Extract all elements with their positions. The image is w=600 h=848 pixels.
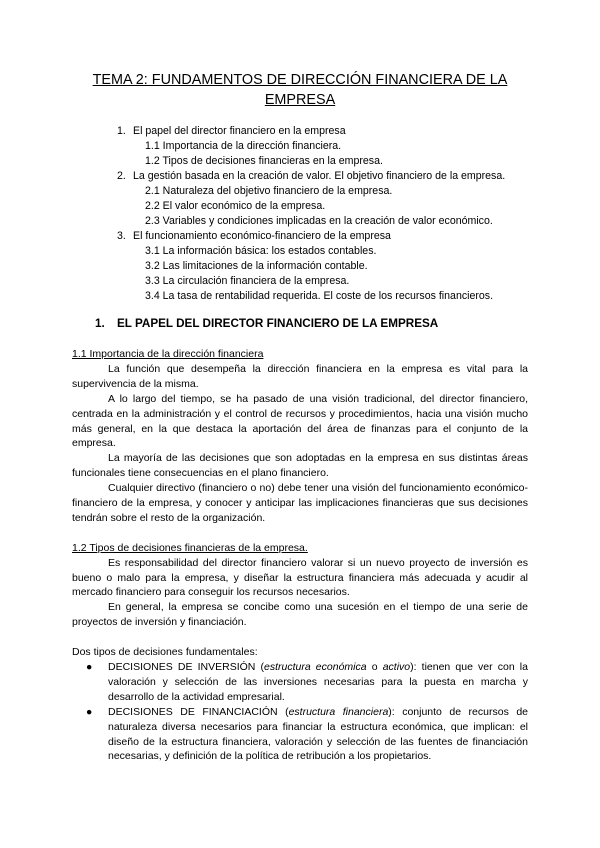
paragraph: La función que desempeña la dirección financiera en la empresa es vital para la supervivencia de la misma. [72, 362, 528, 390]
toc-item-number: 2. [117, 170, 126, 182]
paragraph: La mayoría de las decisiones que son adoptadas en la empresa en sus distintas áreas funcionales tiene consecuencias en el plano financiero. [72, 452, 528, 480]
subsection-title: 1.2 Tipos de decisiones financieras de la empresa. [72, 541, 308, 554]
paragraph: En general, la empresa se concibe como una sucesión en el tiempo de una serie de proyectos de inversión y financiación. [72, 601, 528, 629]
paragraph: Es responsabilidad del director financiero valorar si un nuevo proyecto de inversión es bueno o malo para la empresa, y diseñar la estructura financiera más adecuada y acudir al mercado financiero para conseguir los recursos necesarios. [72, 556, 528, 599]
toc-subitem: 3.1 La información básica: los estados contables. [145, 245, 377, 257]
paragraph: A lo largo del tiempo, se ha pasado de una visión tradicional, del director financiero, centrada en la administración y el control de recursos y procedimientos, hacia una visión mucho más general, en la que destaca la aportación del área de finanzas para el conjunto de la empresa. [72, 392, 528, 450]
toc-subitem: 2.1 Naturaleza del objetivo financiero de la empresa. [145, 185, 393, 197]
list-item: ● DECISIONES DE FINANCIACIÓN (estructura financiera): conjunto de recursos de naturaleza diversa necesarios para financiar la estructura económica, que implican: el diseño de la estructura financiera, valoración y selección de las fuentes de financiación necesarias, y definición de la política de retribución a los propietarios. [86, 705, 528, 763]
bullet-icon: ● [86, 705, 93, 718]
section-title: EL PAPEL DEL DIRECTOR FINANCIERO DE LA EMPRESA [117, 317, 439, 330]
toc-subitem: 3.2 Las limitaciones de la información contable. [145, 260, 368, 272]
section-number: 1. [95, 317, 105, 330]
toc-item-text: El papel del director financiero en la empresa [133, 125, 346, 137]
toc-subitem: 2.2 El valor económico de la empresa. [145, 200, 326, 212]
toc-subitem: 1.2 Tipos de decisiones financieras en la empresa. [145, 155, 383, 167]
toc-item-text: La gestión basada en la creación de valor. El objetivo financiero de la empresa. [133, 170, 506, 182]
toc-subitem: 2.3 Variables y condiciones implicadas en la creación de valor económico. [145, 215, 493, 227]
page-title: TEMA 2: FUNDAMENTOS DE DIRECCIÓN FINANCIERA DE LA EMPRESA [92, 72, 508, 108]
toc-item-number: 3. [117, 230, 126, 242]
toc-subitem: 3.4 La tasa de rentabilidad requerida. El coste de los recursos financieros. [145, 290, 494, 302]
toc-item-text: El funcionamiento económico-financiero de la empresa [133, 230, 391, 242]
bullet-list [72, 660, 528, 764]
toc-subitem: 1.1 Importancia de la dirección financiera. [145, 140, 342, 152]
bullet-intro: Dos tipos de decisiones fundamentales: [72, 646, 258, 659]
subsection-title: 1.1 Importancia de la dirección financiera [72, 348, 264, 360]
paragraph: Cualquier directivo (financiero o no) debe tener una visión del funcionamiento económico-financiero de la empresa, y conocer y anticipar las implicaciones financieras que sus decisiones tendrán sobre el resto de la organización. [72, 482, 528, 524]
list-item: ● DECISIONES DE INVERSIÓN (estructura económica o activo): tienen que ver con la valoración y selección de las inversiones necesarias para la puesta en marcha y desarrollo de la actividad empresarial. [86, 661, 528, 703]
toc-item-number: 1. [117, 125, 126, 137]
bullet-icon: ● [86, 661, 93, 673]
toc-subitem: 3.3 La circulación financiera de la empresa. [145, 275, 350, 287]
section-body [72, 347, 528, 764]
section-heading [95, 316, 555, 332]
